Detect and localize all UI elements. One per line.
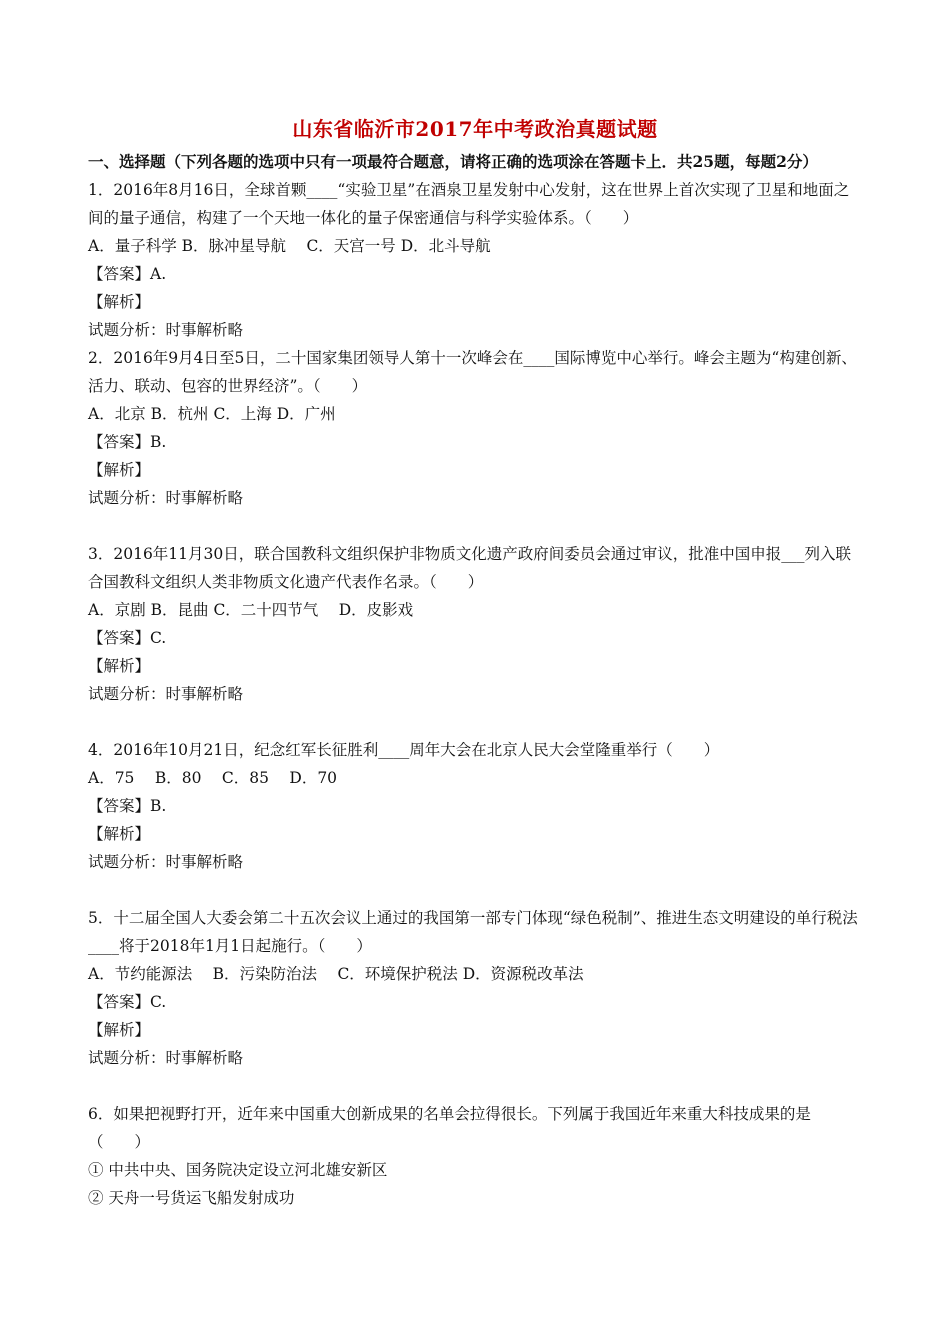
- analysis-text: 试题分析：时事解析略: [88, 1049, 244, 1067]
- spacer: [88, 708, 863, 736]
- question-6: [88, 1100, 863, 1212]
- question-stem: 5．十二届全国人大委会第二十五次会议上通过的我国第一部专门体现“绿色税制”、推进生态文明建设的单行税法____将于2018年1月1日起施行。（ ）: [88, 909, 858, 955]
- spacer: [88, 876, 863, 904]
- page-title: 山东省临沂市2017年中考政治真题试题: [292, 117, 658, 141]
- analysis-label: 【解析】: [88, 1021, 151, 1039]
- analysis-text: 试题分析：时事解析略: [88, 321, 244, 339]
- section-heading: 一、选择题（下列各题的选项中只有一项最符合题意，请将正确的选项涂在答题卡上．共25题，每题2分）: [88, 152, 818, 171]
- question-stem: 2．2016年9月4日至5日，二十国家集团领导人第十一次峰会在____国际博览中心举行。峰会主题为“构建创新、活力、联动、包容的世界经济”。（ ）: [88, 349, 857, 395]
- question-item: ① 中共中央、国务院决定设立河北雄安新区: [88, 1161, 388, 1179]
- question-stem: 1．2016年8月16日，全球首颗____“实验卫星”在酒泉卫星发射中心发射，这在世界上首次实现了卫星和地面之间的量子通信，构建了一个天地一体化的量子保密通信与科学实验体系。（ ）: [88, 181, 850, 227]
- question-options: A．节约能源法 B．污染防治法 C．环境保护税法 D．资源税改革法: [88, 965, 584, 983]
- question-2: [88, 344, 863, 512]
- spacer: [88, 1072, 863, 1100]
- exam-content: [88, 148, 863, 1212]
- analysis-text: 试题分析：时事解析略: [88, 853, 244, 871]
- spacer: [88, 512, 863, 540]
- question-options: A．北京 B．杭州 C．上海 D．广州: [88, 405, 336, 423]
- question-answer: 【答案】A.: [88, 265, 167, 283]
- question-options: A．量子科学 B．脉冲星导航 C．天宫一号 D．北斗导航: [88, 237, 491, 255]
- question-stem: 4．2016年10月21日，纪念红军长征胜利____周年大会在北京人民大会堂隆重举行（ ）: [88, 741, 720, 759]
- question-options: A．75 B．80 C．85 D．70: [88, 769, 338, 787]
- analysis-text: 试题分析：时事解析略: [88, 489, 244, 507]
- analysis-label: 【解析】: [88, 461, 151, 479]
- question-answer: 【答案】B.: [88, 433, 167, 451]
- question-5: [88, 904, 863, 1072]
- analysis-label: 【解析】: [88, 825, 151, 843]
- analysis-label: 【解析】: [88, 657, 151, 675]
- question-answer: 【答案】C.: [88, 629, 167, 647]
- analysis-label: 【解析】: [88, 293, 151, 311]
- question-stem: 6．如果把视野打开，近年来中国重大创新成果的名单会拉得很长。下列属于我国近年来重大科技成果的是（ ）: [88, 1105, 811, 1151]
- question-item: ② 天舟一号货运飞船发射成功: [88, 1189, 295, 1207]
- analysis-text: 试题分析：时事解析略: [88, 685, 244, 703]
- question-stem: 3．2016年11月30日，联合国教科文组织保护非物质文化遗产政府间委员会通过审议，批准中国申报___列入联合国教科文组织人类非物质文化遗产代表作名录。（ ）: [88, 545, 852, 591]
- question-4: [88, 736, 863, 876]
- question-1: [88, 176, 863, 344]
- question-options: A．京剧 B．昆曲 C．二十四节气 D．皮影戏: [88, 601, 414, 619]
- question-3: [88, 540, 863, 708]
- question-answer: 【答案】B.: [88, 797, 167, 815]
- question-answer: 【答案】C.: [88, 993, 167, 1011]
